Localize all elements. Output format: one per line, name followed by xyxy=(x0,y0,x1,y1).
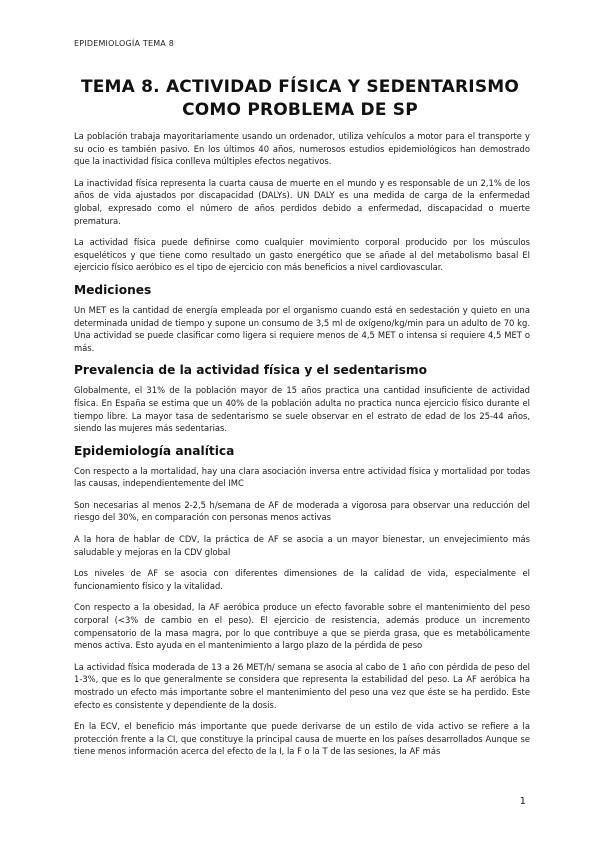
paragraph: Globalmente, el 31% de la población mayor de 15 años practica una cantidad insuficiente de actividad física. En España se estima que un 40% de la población adulta no practica nunca ejercicio físico durante el tiempo libre. La mayor tasa de sedentarismo se suele observar en el estrato de edad de los 25-44 años, siendo las mujeres más sedentarias. xyxy=(74,385,530,434)
paragraph: Con respecto a la obesidad, la AF aeróbica produce un efecto favorable sobre el mantenimiento del peso corporal (<3% de cambio en el peso). El ejercicio de resistencia, además produce un incremento compensatorio de la masa magra, por lo que contribuye a que se pierda grasa, que es metabólicamente menos activa. Esto ayuda en el mantenimiento a largo plazo de la pérdida de peso xyxy=(74,602,530,651)
section-heading-prevalencia: Prevalencia de la actividad física y el sedentarismo xyxy=(74,363,427,378)
section-heading-epidemiologia: Epidemiología analítica xyxy=(74,443,235,458)
paragraph: La actividad física puede definirse como cualquier movimiento corporal producido por los músculos esqueléticos y que tiene como resultado un gasto energético que se añade al del metabolismo basal El ejercicio físico aeróbico es el tipo de ejercicio con más beneficios a nivel cardiovascular. xyxy=(74,237,530,273)
section-heading-mediciones: Mediciones xyxy=(74,282,152,297)
page-title xyxy=(60,76,540,122)
paragraph: Son necesarias al menos 2-2,5 h/semana de AF de moderada a vigorosa para observar una reducción del riesgo del 30%, en comparación con personas menos activas xyxy=(74,499,530,523)
paragraph: La población trabaja mayoritariamente usando un ordenador, utiliza vehículos a motor para el transporte y su ocio es también pasivo. En los últimos 40 años, numerosos estudios epidemiológicos han demostrado que la inactividad física conlleva múltiples efectos negativos. xyxy=(74,131,530,167)
title-line-2: COMO PROBLEMA DE SP xyxy=(182,100,418,120)
paragraph: Los niveles de AF se asocia con diferentes dimensiones de la calidad de vida, especialmente el funcionamiento físico y la vitalidad. xyxy=(74,568,530,591)
page-number: 1 xyxy=(519,796,526,807)
running-header: EPIDEMIOLOGÍA TEMA 8 xyxy=(74,39,175,48)
document-body xyxy=(74,130,530,767)
paragraph: La actividad física moderada de 13 a 26 MET/h/ semana se asocia al cabo de 1 año con pérdida de peso del 1-3%, que es lo que generalmente se considera que representa la estabilidad del peso. La AF aeróbica ha mostrado un efecto más importante sobre el mantenimiento del peso una vez que éste se ha perdido. Este efecto es consistente y dependiente de la dosis. xyxy=(74,661,530,710)
paragraph: En la ECV, el beneficio más importante que puede derivarse de un estilo de vida activo se refiere a la protección frente a la CI, que constituye la principal causa de muerte en los países desarrollados Aunque se tiene menos información acerca del efecto de la I, la F o la T de las sesiones, la AF más xyxy=(74,721,530,757)
paragraph: La inactividad física representa la cuarta causa de muerte en el mundo y es responsable de un 2,1% de los años de vida ajustados por discapacidad (DALYs). UN DALY es una medida de carga de la enfermedad global, expresado como el número de años perdidos debido a enfermedad, discapacidad o muerte prematura. xyxy=(74,177,530,226)
paragraph: A la hora de hablar de CDV, la práctica de AF se asocia a un mayor bienestar, un envejecimiento más saludable y mejoras en la CDV global xyxy=(74,534,530,557)
paragraph: Un MET es la cantidad de energía empleada por el organismo cuando está en sedestación y quieto en una determinada unidad de tiempo y supone un consumo de 3,5 ml de oxígeno/kg/min para un adulto de 70 kg. Una actividad se puede clasificar como ligera si requiere menos de 4,5 MET o intensa si requiere 4,5 MET o más. xyxy=(74,304,530,353)
paragraph: Con respecto a la mortalidad, hay una clara asociación inversa entre actividad física y mortalidad por todas las causas, independientemente del IMC xyxy=(74,465,530,489)
title-line-1: TEMA 8. ACTIVIDAD FÍSICA Y SEDENTARISMO xyxy=(80,77,520,97)
